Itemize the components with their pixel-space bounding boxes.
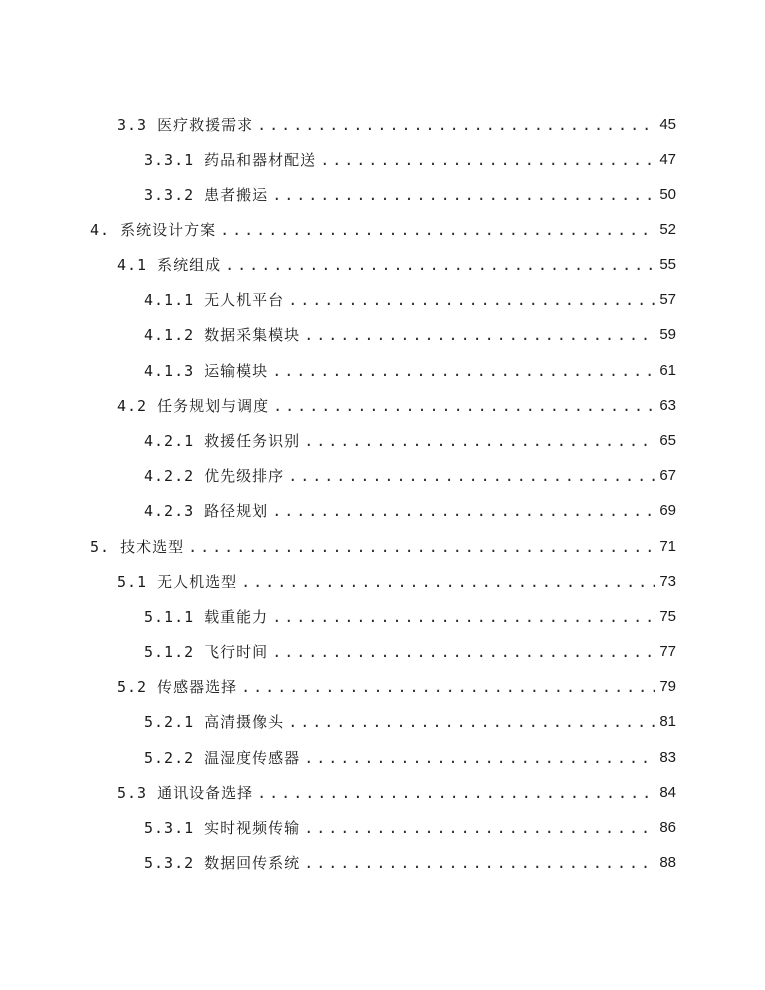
toc-page-number: 88: [659, 854, 676, 871]
toc-page-number: 79: [659, 678, 676, 695]
toc-entry-label: 4. 系统设计方案: [90, 221, 217, 239]
toc-entry-label: 4.1.1 无人机平台: [144, 291, 285, 309]
toc-page-number: 81: [659, 713, 676, 730]
toc-dot-leader: [304, 429, 655, 453]
toc-entry-label: 4.2.1 救援任务识别: [144, 432, 301, 450]
toc-entry[interactable]: [144, 851, 676, 875]
toc-entry-label: 3.3.1 药品和器材配送: [144, 151, 317, 169]
toc-entry-label: 5.1.1 载重能力: [144, 608, 269, 626]
toc-page-number: 69: [659, 502, 676, 519]
toc-dot-leader: [272, 640, 655, 664]
toc-page-number: 86: [659, 819, 676, 836]
toc-entry-label: 3.3.2 患者搬运: [144, 186, 269, 204]
toc-entry[interactable]: [144, 640, 676, 664]
toc-dot-leader: [241, 675, 655, 699]
toc-dot-leader: [304, 323, 655, 347]
toc-dot-leader: [272, 359, 655, 383]
toc-entry[interactable]: [144, 288, 676, 312]
toc-dot-leader: [220, 218, 655, 242]
toc-entry-label: 5.2.2 温湿度传感器: [144, 749, 301, 767]
toc-dot-leader: [304, 746, 655, 770]
toc-page-number: 73: [659, 573, 676, 590]
toc-entry[interactable]: [144, 499, 676, 523]
toc-dot-leader: [304, 851, 655, 875]
toc-entry[interactable]: [144, 710, 676, 734]
toc-page-number: 77: [659, 643, 676, 660]
toc-entry[interactable]: [117, 253, 676, 277]
toc-entry[interactable]: [117, 113, 676, 137]
toc-page-number: 50: [659, 186, 676, 203]
toc-entry[interactable]: [144, 464, 676, 488]
toc-dot-leader: [188, 535, 655, 559]
toc-dot-leader: [288, 464, 655, 488]
toc-page-number: 52: [659, 221, 676, 238]
toc-page-number: 75: [659, 608, 676, 625]
toc-dot-leader: [241, 570, 655, 594]
toc-dot-leader: [272, 605, 655, 629]
toc-page-number: 67: [659, 467, 676, 484]
toc-entry-label: 5.3.1 实时视频传输: [144, 819, 301, 837]
toc-entry[interactable]: [144, 359, 676, 383]
toc-page-number: 83: [659, 749, 676, 766]
toc-entry-label: 3.3 医疗救援需求: [117, 116, 254, 134]
toc-entry-label: 4.1 系统组成: [117, 256, 222, 274]
toc-entry-label: 4.2.2 优先级排序: [144, 467, 285, 485]
toc-entry[interactable]: [144, 323, 676, 347]
toc-dot-leader: [257, 781, 655, 805]
toc-dot-leader: [288, 710, 655, 734]
toc-entry-label: 5.2 传感器选择: [117, 678, 238, 696]
toc-dot-leader: [225, 253, 655, 277]
toc-dot-leader: [273, 394, 655, 418]
toc-entry-label: 4.2 任务规划与调度: [117, 397, 270, 415]
toc-entry[interactable]: [90, 218, 676, 242]
toc-page-number: 84: [659, 784, 676, 801]
toc-dot-leader: [320, 148, 655, 172]
toc-entry-label: 5. 技术选型: [90, 538, 185, 556]
toc-entry[interactable]: [144, 429, 676, 453]
toc-entry[interactable]: [144, 746, 676, 770]
toc-entry-label: 5.3 通讯设备选择: [117, 784, 254, 802]
toc-page-number: 59: [659, 326, 676, 343]
toc-entry-label: 4.2.3 路径规划: [144, 502, 269, 520]
toc-entry-label: 5.1.2 飞行时间: [144, 643, 269, 661]
toc-entry[interactable]: [144, 605, 676, 629]
toc-entry-label: 5.2.1 高清摄像头: [144, 713, 285, 731]
toc-entry[interactable]: [117, 675, 676, 699]
toc-page-number: 47: [659, 151, 676, 168]
toc-entry[interactable]: [144, 816, 676, 840]
toc-entry-label: 5.1 无人机选型: [117, 573, 238, 591]
toc-dot-leader: [257, 113, 655, 137]
toc-entry[interactable]: [144, 183, 676, 207]
toc-page-number: 55: [659, 256, 676, 273]
toc-entry[interactable]: [90, 535, 676, 559]
toc-page-number: 45: [659, 116, 676, 133]
toc-entry[interactable]: [117, 781, 676, 805]
toc-dot-leader: [272, 499, 655, 523]
toc-page-number: 63: [659, 397, 676, 414]
toc-entry-label: 5.3.2 数据回传系统: [144, 854, 301, 872]
toc-page-number: 71: [659, 538, 676, 555]
toc-page-number: 57: [659, 291, 676, 308]
toc-dot-leader: [304, 816, 655, 840]
toc-entry[interactable]: [117, 394, 676, 418]
toc-dot-leader: [288, 288, 655, 312]
toc-entry[interactable]: [144, 148, 676, 172]
toc-entry-label: 4.1.2 数据采集模块: [144, 326, 301, 344]
toc-entry[interactable]: [117, 570, 676, 594]
toc-dot-leader: [272, 183, 655, 207]
toc-page-number: 65: [659, 432, 676, 449]
toc-entry-label: 4.1.3 运输模块: [144, 362, 269, 380]
toc-page-number: 61: [659, 362, 676, 379]
